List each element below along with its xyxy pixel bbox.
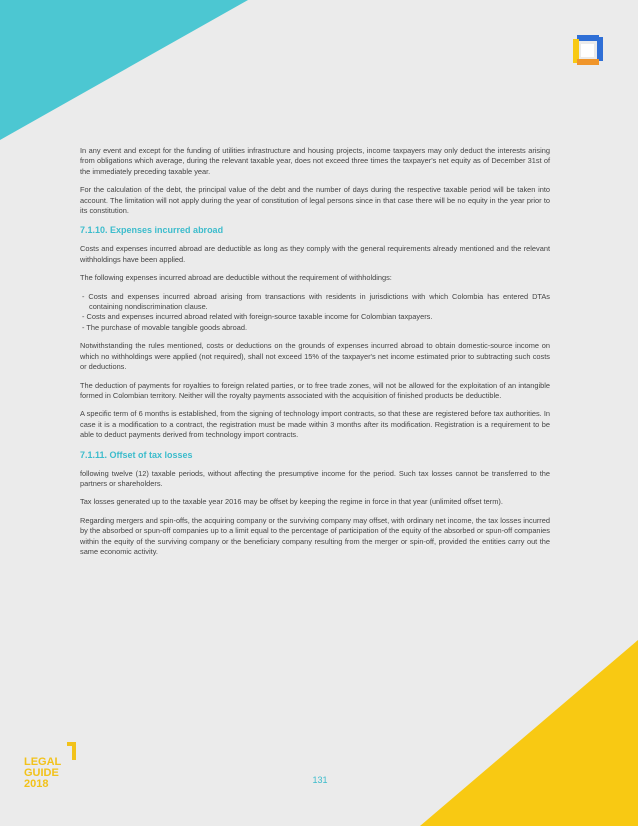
deductible-expenses-list — [80, 292, 550, 334]
bracket-corner-icon — [67, 742, 76, 760]
paragraph: For the calculation of the debt, the principal value of the debt and the number of days during the respective taxable period will be taken into account. The limitation will not apply during the year of constitution of legal persons since in that case there will be no equity in the year prior to its constitution. — [80, 185, 550, 216]
yellow-corner-shape — [420, 640, 638, 826]
brand-logo-icon — [573, 35, 603, 65]
list-item: - The purchase of movable tangible goods abroad. — [82, 322, 248, 332]
paragraph: Regarding mergers and spin-offs, the acquiring company or the surviving company may offset, with ordinary net income, the tax losses incurred by the absorbed or spun-off companies up to a limit equal to the percentage of participation of the equity of the absorbed or spun-off companies within the equity of the surviving company or the beneficiary company resulting from the merger or spin-off, provided the entities carry out the same economic activity. — [80, 515, 550, 556]
paragraph: Tax losses generated up to the taxable year 2016 may be offset by keeping the regime in force in that year (unlimited offset term). — [80, 497, 503, 507]
list-item: - Costs and expenses incurred abroad arising from transactions with residents in jurisdictions with which Colombia has entered DTAs containing nondiscrimination clause. — [82, 291, 550, 312]
paragraph: A specific term of 6 months is established, from the signing of technology import contracts, so that these are registered before tax authorities. In case it is a modification to a contract, the registration must be made within 3 months after its modification. Registration is a requirement to be able to deduct payments derived from technology import contracts. — [80, 409, 550, 440]
page-number: 131 — [312, 775, 328, 785]
section-heading: 7.1.11. Offset of tax losses — [80, 449, 193, 460]
paragraph: Costs and expenses incurred abroad are deductible as long as they comply with the general requirements already mentioned and the relevant withholdings have been applied. — [80, 244, 550, 264]
paragraph: In any event and except for the funding of utilities infrastructure and housing projects, income taxpayers may only deduct the interests arising from obligations which average, during the relevant taxable year, does not exceed three times the taxpayer's net equity as of December 31st of the immediately preceding taxable year. — [80, 146, 550, 176]
document-body — [80, 146, 550, 565]
paragraph: Notwithstanding the rules mentioned, costs or deductions on the grounds of expenses incurred abroad to obtain domestic-source income on which no withholdings were applied (not required), shall not exceed 15% of the taxpayer's net income estimated prior to subtracting such costs or deductions. — [80, 341, 550, 372]
paragraph: following twelve (12) taxable periods, without affecting the presumptive income for the period. Such tax losses cannot be transferred to the partners or shareholders. — [80, 468, 550, 488]
brand-line-year: 2018 — [24, 778, 49, 790]
brand-line-legal: LEGAL — [24, 756, 62, 768]
paragraph: The deduction of payments for royalties to foreign related parties, or to free trade zones, will not be allowed for the exploitation of an intangible formed in Colombian territory. Neither will the royalty payments associated with the acquisition of finished products be deductible. — [80, 380, 550, 400]
list-item: - Costs and expenses incurred abroad related with foreign-source taxable income for Colombian taxpayers. — [82, 312, 433, 322]
brand-line-guide: GUIDE — [24, 767, 59, 779]
teal-corner-shape — [0, 0, 248, 140]
section-heading: 7.1.10. Expenses incurred abroad — [80, 225, 224, 236]
paragraph: The following expenses incurred abroad are deductible without the requirement of withholdings: — [80, 273, 392, 283]
legal-guide-brand — [24, 742, 84, 792]
